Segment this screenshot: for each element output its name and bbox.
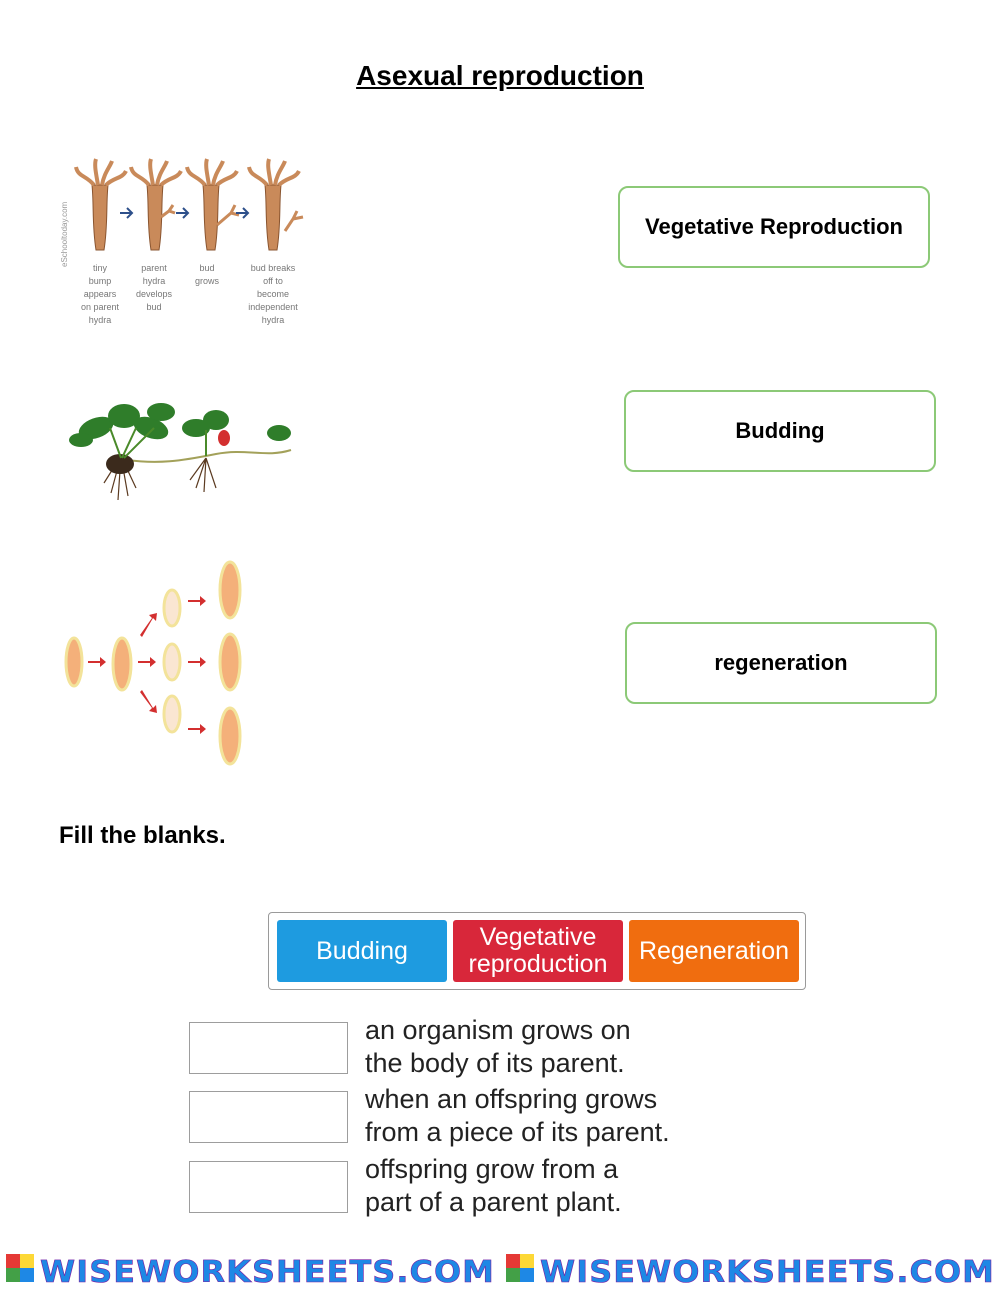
svg-text:develops: develops <box>135 289 173 299</box>
word-chip-vegetative-reproduction[interactable] <box>453 920 623 982</box>
logo-text: WISEWORKSHEETS.COM <box>540 1255 995 1288</box>
logo-blocks-icon <box>506 1254 534 1282</box>
svg-text:bud: bud <box>146 302 162 312</box>
match-box-vegetative-reproduction[interactable]: Vegetative Reproduction <box>618 186 930 268</box>
hydra-budding-illustration <box>58 155 318 335</box>
svg-text:hydra: hydra <box>88 315 112 325</box>
word-chip-vegetative-line1: Vegetative <box>479 923 597 951</box>
clue-1: an organism grows on the body of its parent. <box>365 1015 631 1078</box>
clue-3: offspring grow from a part of a parent plant. <box>365 1154 622 1217</box>
strawberry-runner-illustration <box>66 388 301 508</box>
blank-answer-1[interactable] <box>189 1022 348 1074</box>
clue-2: when an offspring grows from a piece of its parent. <box>365 1084 670 1147</box>
svg-text:parent: parent <box>141 263 167 273</box>
svg-text:hydra: hydra <box>261 315 285 325</box>
svg-text:on parent: on parent <box>80 302 120 312</box>
logo-blocks-icon <box>6 1254 34 1282</box>
fill-blanks-heading: Fill the blanks. <box>59 822 226 849</box>
svg-text:bud breaks: bud breaks <box>250 263 296 273</box>
match-box-regeneration[interactable]: regeneration <box>625 622 937 704</box>
svg-text:hydra: hydra <box>142 276 166 286</box>
word-chip-regeneration[interactable]: Regeneration <box>629 920 799 982</box>
page-title: Asexual reproduction <box>356 60 644 91</box>
svg-text:grows: grows <box>194 276 220 286</box>
svg-text:bud: bud <box>199 263 215 273</box>
svg-text:off to: off to <box>263 276 283 286</box>
word-chip-vegetative-line2: reproduction <box>468 950 608 978</box>
svg-text:appears: appears <box>83 289 117 299</box>
svg-text:become: become <box>256 289 290 299</box>
svg-text:tiny: tiny <box>92 263 108 273</box>
word-chip-budding[interactable]: Budding <box>277 920 447 982</box>
blank-answer-2[interactable] <box>189 1091 348 1143</box>
match-box-budding[interactable]: Budding <box>624 390 936 472</box>
planaria-regeneration-illustration <box>60 560 250 770</box>
blank-answer-3[interactable] <box>189 1161 348 1213</box>
word-bank <box>268 912 806 990</box>
svg-text:bump: bump <box>88 276 112 286</box>
footer-watermark <box>0 1252 1000 1288</box>
svg-text:independent: independent <box>248 302 298 312</box>
credit-text: eSchooltoday.com <box>60 201 69 267</box>
logo-text: WISEWORKSHEETS.COM <box>40 1255 496 1288</box>
